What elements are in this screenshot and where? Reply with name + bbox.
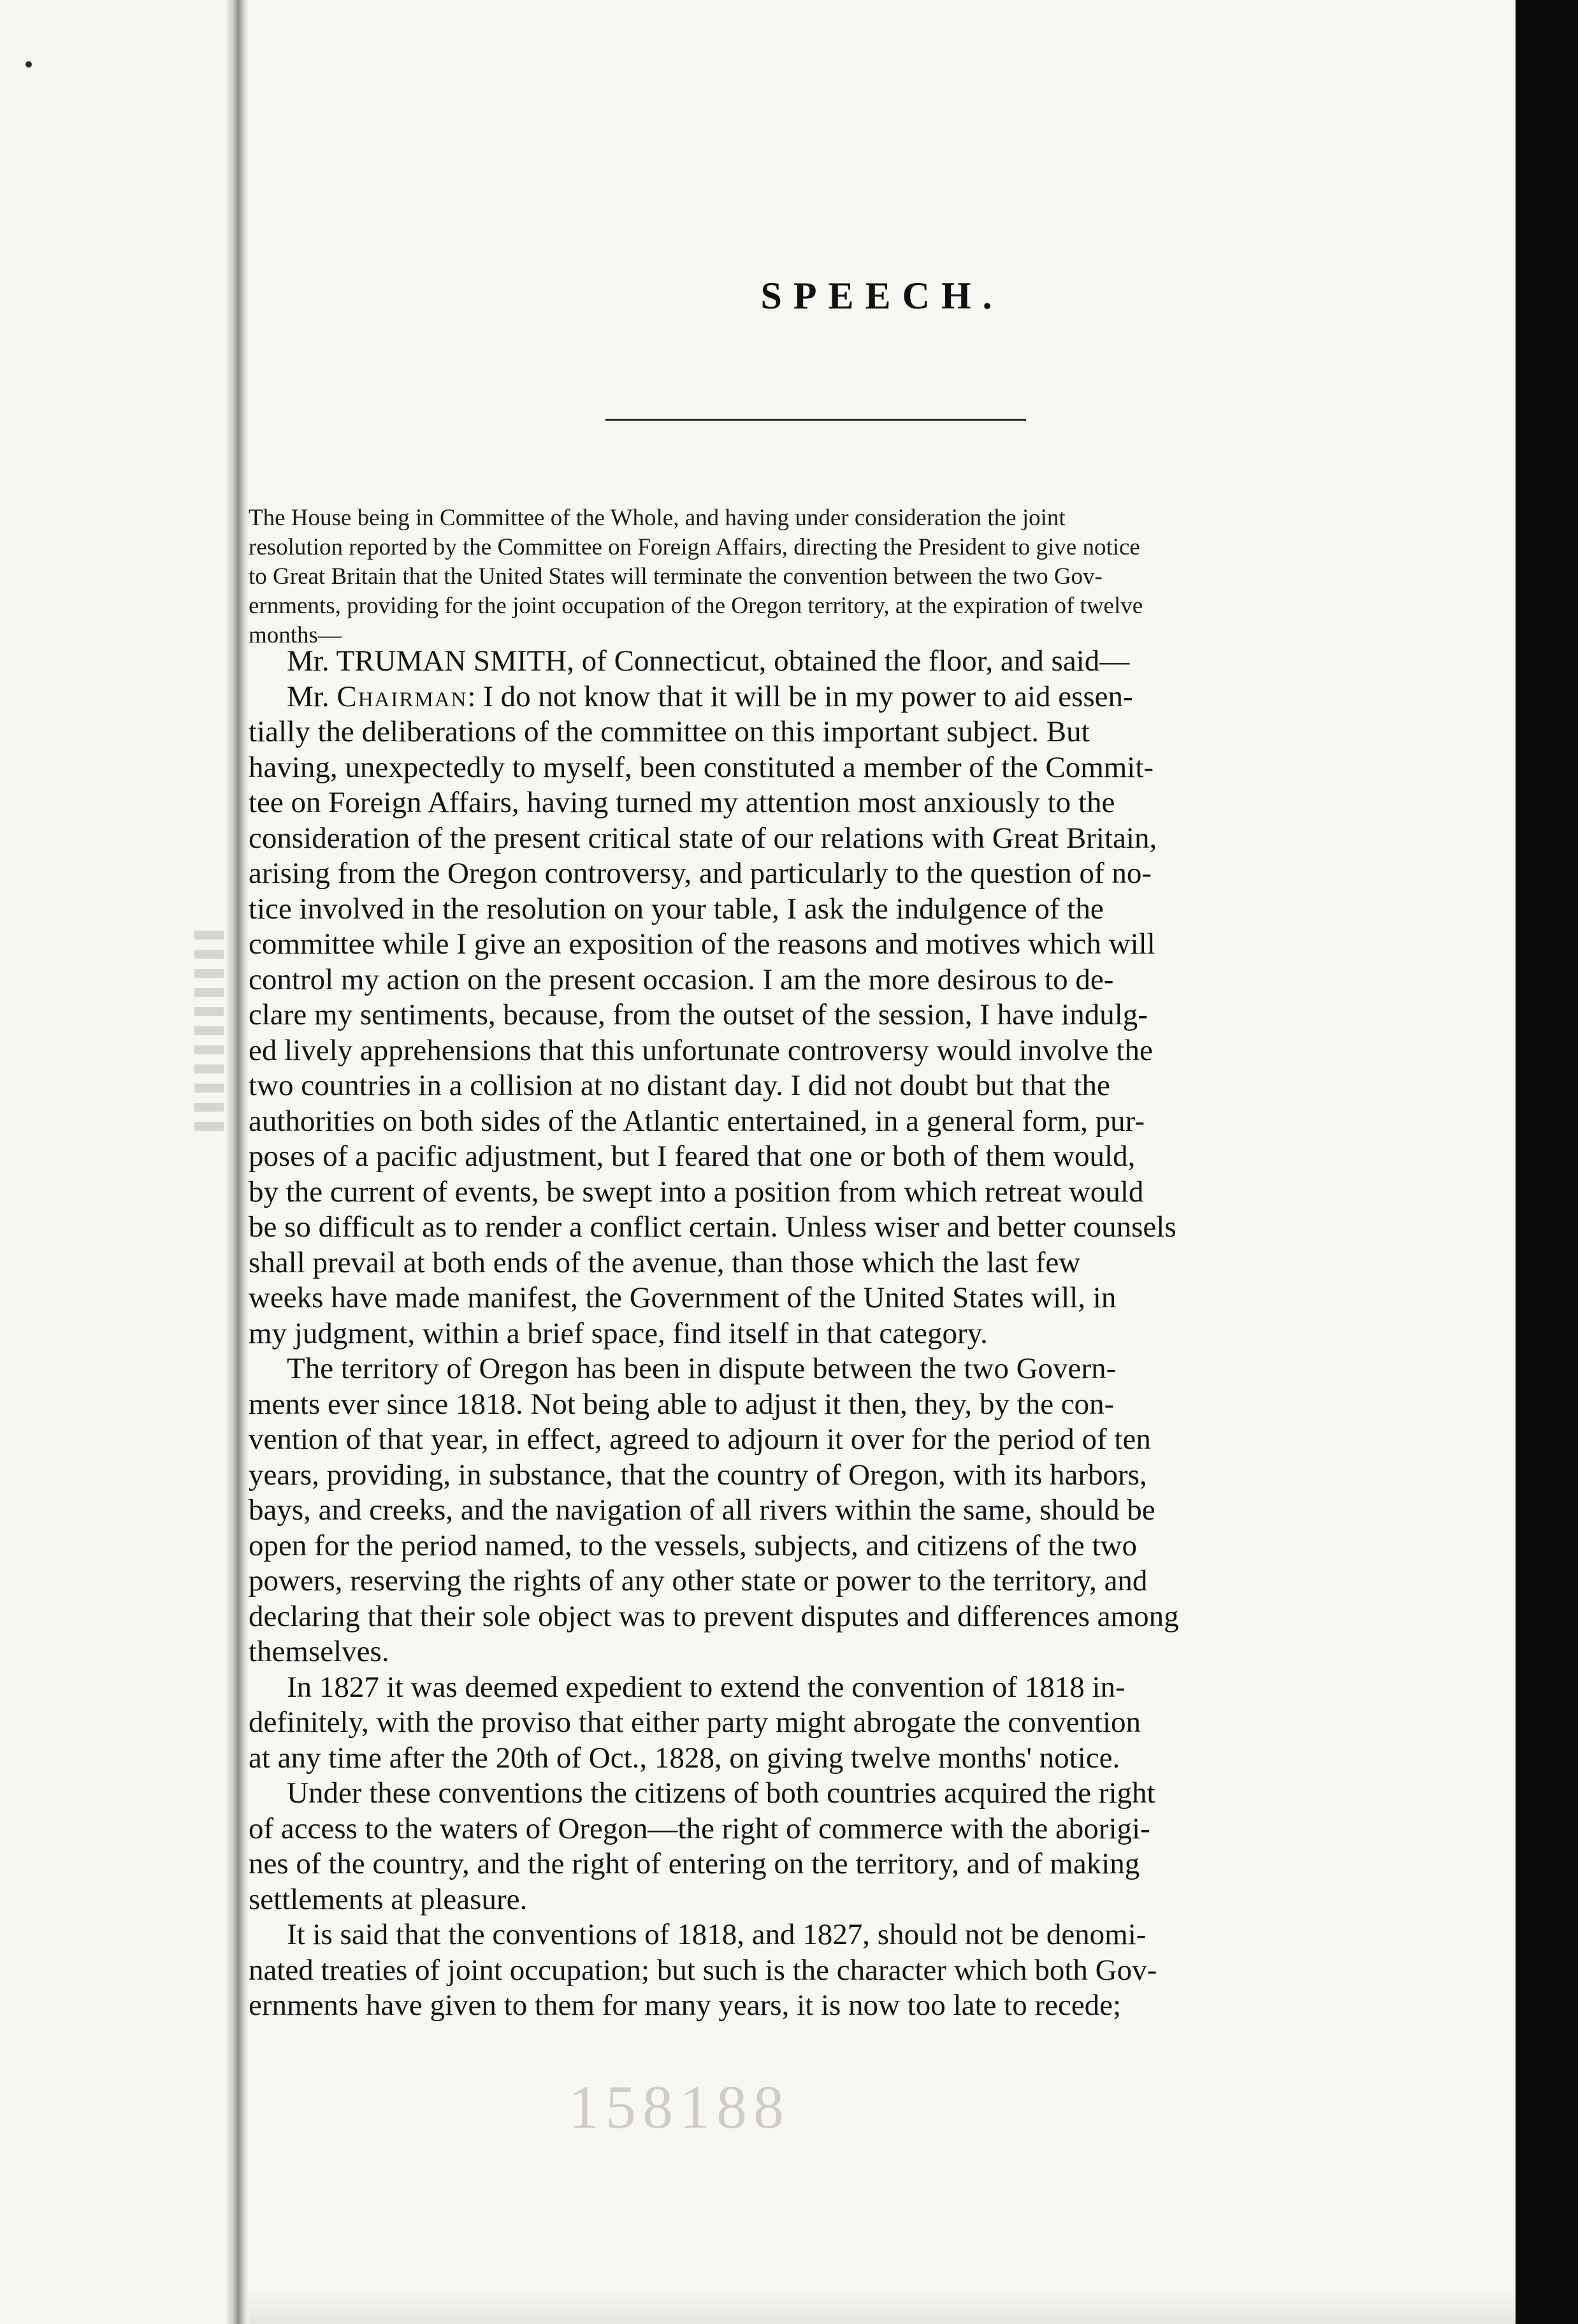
text-line: arising from the Oregon controversy, and particularly to the question of no- — [249, 857, 1152, 890]
text-line: ments ever since 1818. Not being able to adjust it then, they, by the con- — [249, 1387, 1115, 1421]
speaker-suffix: , of Connecticut, obtained the floor, and said— — [567, 644, 1130, 678]
speech-body — [249, 644, 1370, 2024]
speaker-prefix: Mr. — [287, 644, 337, 678]
ink-speck — [25, 61, 32, 68]
speaker-attribution — [249, 644, 1370, 679]
text-line: years, providing, in substance, that the country of Oregon, with its harbors, — [249, 1458, 1147, 1492]
text-line: poses of a pacific adjustment, but I feared that one or both of them would, — [249, 1140, 1136, 1173]
text-line: ernments have given to them for many years, it is now too late to recede; — [249, 1989, 1122, 2022]
preamble-line: resolution reported by the Committee on Foreign Affairs, directing the President to give notice — [249, 534, 1140, 560]
binding-gutter — [226, 0, 249, 2324]
text-line: open for the period named, to the vessels, subjects, and citizens of the two — [249, 1529, 1137, 1562]
scan-background-margin — [1516, 0, 1578, 2324]
title-divider-rule — [605, 419, 1026, 421]
text-line: Under these conventions the citizens of both countries acquired the right — [287, 1776, 1155, 1810]
paragraph — [249, 1776, 1370, 1917]
text-line: of access to the waters of Oregon—the right of commerce with the aborigi- — [249, 1812, 1150, 1845]
text-line: The territory of Oregon has been in dispute between the two Govern- — [287, 1352, 1117, 1385]
text-line: having, unexpectedly to myself, been constituted a member of the Commit- — [249, 750, 1154, 784]
text-line: settlements at pleasure. — [249, 1882, 528, 1916]
page-bottom-edge — [249, 2288, 1516, 2324]
speaker-name: TRUMAN SMITH — [336, 644, 567, 678]
address-prefix: Mr. — [287, 679, 337, 713]
paragraph — [249, 715, 1370, 1351]
preamble-line: ernments, providing for the joint occupation of the Oregon territory, at the expiration of twelve — [249, 593, 1143, 619]
text-line: two countries in a collision at no distant day. I did not doubt but that the — [249, 1069, 1110, 1102]
text-line: by the current of events, be swept into a position from which retreat would — [249, 1175, 1144, 1209]
procedural-preamble — [249, 504, 1370, 650]
text-line: committee while I give an exposition of the reasons and motives which will — [249, 927, 1155, 961]
text-line: nated treaties of joint occupation; but such is the character which both Gov- — [249, 1953, 1157, 1987]
document-page — [249, 0, 1516, 2324]
text-line: clare my sentiments, because, from the outset of the session, I have indulg- — [249, 998, 1148, 1031]
preamble-line: The House being in Committee of the Whole, and having under consideration the joint — [249, 505, 1066, 531]
address-suffix: : I do not know that it will be in my power to aid essen- — [467, 679, 1133, 713]
address-opening — [249, 679, 1370, 715]
text-line: tee on Foreign Affairs, having turned my attention most anxiously to the — [249, 786, 1115, 819]
address-name: Chairman — [337, 679, 468, 713]
text-line: authorities on both sides of the Atlantic entertained, in a general form, pur- — [249, 1104, 1145, 1138]
text-line: declaring that their sole object was to prevent disputes and differences among — [249, 1599, 1179, 1633]
text-line: shall prevail at both ends of the avenue, than those which the last few — [249, 1246, 1081, 1279]
text-line: powers, reserving the rights of any other state or power to the territory, and — [249, 1564, 1148, 1597]
text-line: vention of that year, in effect, agreed to adjourn it over for the period of ten — [249, 1423, 1151, 1456]
text-line: definitely, with the proviso that either party might abrogate the convention — [249, 1706, 1141, 1739]
show-through-mark — [194, 931, 224, 1135]
text-line: nes of the country, and the right of entering on the territory, and of making — [249, 1847, 1140, 1880]
text-line: be so difficult as to render a conflict certain. Unless wiser and better counsels — [249, 1210, 1176, 1244]
paragraph — [249, 1351, 1370, 1670]
text-line: ed lively apprehensions that this unfortunate controversy would involve the — [249, 1033, 1153, 1067]
preamble-line: months— — [249, 622, 342, 648]
text-line: control my action on the present occasion. I am the more desirous to de- — [249, 962, 1114, 996]
text-line: It is said that the conventions of 1818, and 1827, should not be denomi- — [287, 1918, 1147, 1951]
facing-blank-leaf — [0, 0, 237, 2324]
text-line: my judgment, within a brief space, find itself in that category. — [249, 1316, 988, 1350]
text-line: consideration of the present critical state of our relations with Great Britain, — [249, 821, 1157, 855]
paragraph — [249, 1917, 1370, 2024]
library-shelfmark-stamp: 158188 — [568, 2073, 790, 2141]
text-line: In 1827 it was deemed expedient to extend the convention of 1818 in- — [287, 1670, 1126, 1704]
text-line: themselves. — [249, 1635, 389, 1668]
text-line: at any time after the 20th of Oct., 1828, on giving twelve months' notice. — [249, 1741, 1120, 1775]
page-title: SPEECH. — [760, 275, 1004, 317]
text-line: tice involved in the resolution on your table, I ask the indulgence of the — [249, 892, 1104, 926]
text-line: weeks have made manifest, the Government of the United States will, in — [249, 1281, 1117, 1314]
paragraph — [249, 1670, 1370, 1776]
text-line: bays, and creeks, and the navigation of all rivers within the same, should be — [249, 1493, 1155, 1527]
text-line: tially the deliberations of the committee on this important subject. But — [249, 715, 1090, 748]
preamble-line: to Great Britain that the United States will terminate the convention between the two Gov- — [249, 563, 1103, 590]
